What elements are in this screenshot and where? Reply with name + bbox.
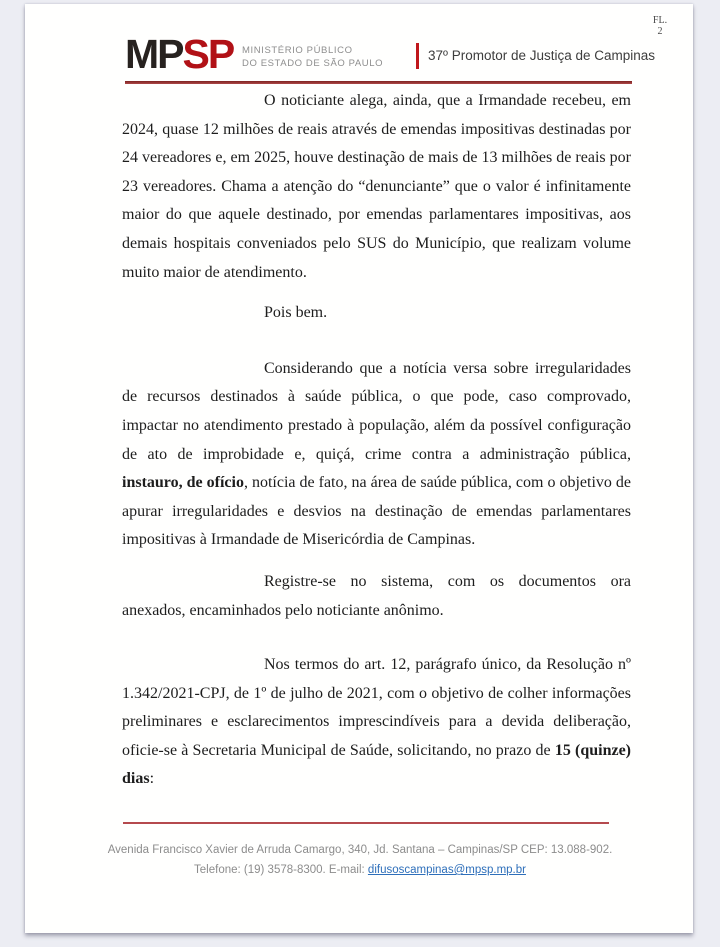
unit-title: 37º Promotor de Justiça de Campinas <box>428 48 656 63</box>
paragraph-text: : <box>149 770 155 788</box>
org-name-line2: DO ESTADO DE SÃO PAULO <box>242 57 384 69</box>
folio-value: 2 <box>657 26 663 37</box>
paragraph-registro <box>122 568 631 625</box>
paragraph-instauracao <box>122 355 631 555</box>
org-name <box>242 45 383 70</box>
red-divider-bar <box>416 43 419 69</box>
mpsp-logo <box>125 31 234 77</box>
paragraph-text: Nos termos do art. 12, parágrafo único, da Resolução nº 1.342/2021-CPJ, de 1º de julho de 2021, com o objetivo de colher informações preliminares e esclarecimentos imprescindíveis para a devida deliberação, oficie-se à Secretaria Municipal de Saúde, solicitando, no prazo de <box>122 656 631 759</box>
email-link[interactable]: difusoscampinas@mpsp.mp.br <box>367 864 526 876</box>
paragraph-text: O noticiante alega, ainda, que a Irmandade recebeu, em 2024, quase 12 milhões de reais através de emendas impositivas destinadas por 24 vereadores e, em 2025, houve destinação de mais de 13 milhões de reais por 23 vereadores. Chama a atenção do “denunciante” que o valor é infinitamente maior do que aquele destinado, por emendas parlamentares impositivas, aos demais hospitais conveniados pelo SUS do Município, que realizam volume muito maior de atendimento. <box>122 92 631 281</box>
bold-instauro-de-oficio: instauro, de ofício <box>122 474 244 492</box>
logo-mp-text: MP <box>125 31 183 77</box>
paragraph-text: Considerando que a notícia versa sobre irregularidades de recursos destinados à saúde pública, o que pode, caso comprovado, impactar no atendimento prestado à população, além da possível configuração de ato de improbidade e, quiçá, crime contra a administração pública, <box>122 359 631 463</box>
footer-rule <box>123 822 609 824</box>
paragraph-allegation <box>122 87 631 287</box>
footer-contact <box>100 860 620 880</box>
paragraph-pois-bem <box>122 299 631 328</box>
document-page <box>25 4 693 933</box>
document-body <box>122 87 631 794</box>
bold-prazo-quinze-dias: 15 (quinze) dias <box>122 741 631 788</box>
paragraph-oficio-prazo <box>122 651 631 794</box>
paragraph-text: Pois bem. <box>264 304 328 322</box>
footer-contact-text: Telefone: (19) 3578-8300. E-mail: <box>194 864 368 876</box>
folio-label: FL. <box>652 15 668 26</box>
paragraph-text: , notícia de fato, na área de saúde pública, com o objetivo de apurar irregularidades e desvios na destinação de emendas parlamentares impositivas à Irmandade de Misericórdia de Campinas. <box>122 474 631 549</box>
logo-sp-text: SP <box>182 31 234 77</box>
footer-address: Avenida Francisco Xavier de Arruda Camargo, 340, Jd. Santana – Campinas/SP CEP: 13.088-902. <box>107 844 613 856</box>
page-footer <box>100 840 620 880</box>
folio-number <box>643 15 677 37</box>
org-name-line1: MINISTÉRIO PÚBLICO <box>242 45 353 56</box>
paragraph-text: Registre-se no sistema, com os documentos ora anexados, encaminhados pelo noticiante anônimo. <box>122 572 631 619</box>
header-rule <box>125 81 632 84</box>
